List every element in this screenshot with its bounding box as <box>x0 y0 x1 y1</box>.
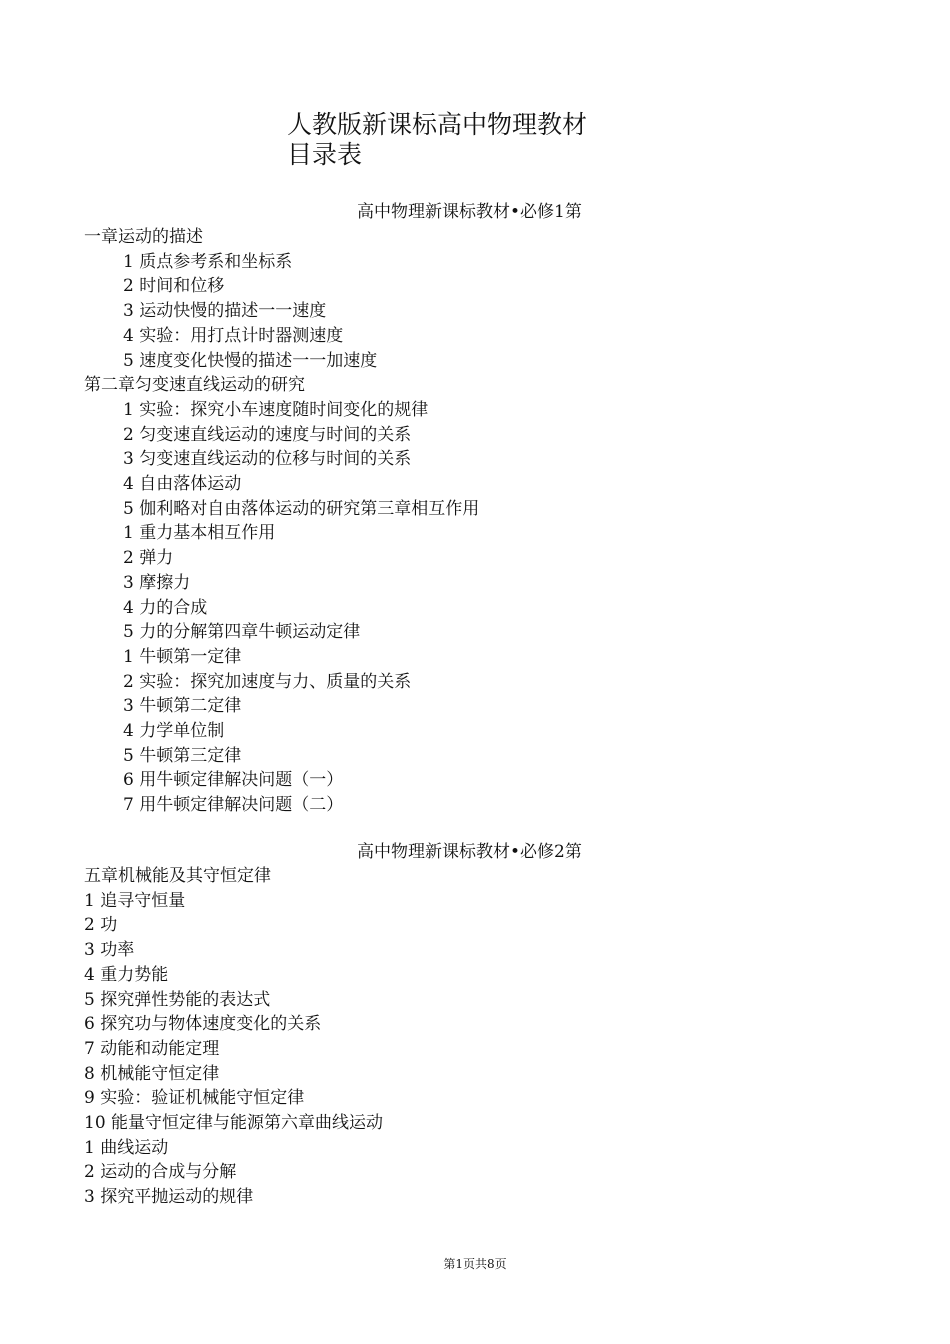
toc-entry: 2 功 <box>84 915 118 936</box>
toc-entry: 2 运动的合成与分解 <box>84 1162 237 1183</box>
toc-entry: 6 探究功与物体速度变化的关系 <box>84 1014 322 1035</box>
toc-entry: 五章机械能及其守恒定律 <box>84 866 271 886</box>
toc-entry: 4 重力势能 <box>84 964 169 985</box>
toc-entry: 7 动能和动能定理 <box>84 1038 220 1059</box>
toc-entry: 3 运动快慢的描述一一速度 <box>123 301 327 322</box>
toc-entry: 5 速度变化快慢的描述一一加速度 <box>123 350 378 371</box>
toc-entry: 1 追寻守恒量 <box>84 890 186 911</box>
toc-entry: 2 时间和位移 <box>123 276 225 297</box>
toc-entry: 5 探究弹性势能的表达式 <box>84 989 271 1010</box>
toc-entry: 4 自由落体运动 <box>123 474 242 495</box>
toc-entry: 3 探究平抛运动的规律 <box>84 1187 254 1208</box>
volume2-heading: 高中物理新课标教材•必修2第 <box>357 842 582 862</box>
toc-entry: 7 用牛顿定律解决问题（二） <box>123 795 344 816</box>
toc-entry: 10 能量守恒定律与能源第六章曲线运动 <box>84 1113 384 1134</box>
toc-entry: 3 摩擦力 <box>123 572 191 593</box>
toc-entry: 1 牛顿第一定律 <box>123 646 242 667</box>
document-title <box>287 110 587 170</box>
toc-entry: 5 伽利略对自由落体运动的研究第三章相互作用 <box>123 498 480 519</box>
toc-entry: 第二章匀变速直线运动的研究 <box>84 375 305 396</box>
toc-entry: 8 机械能守恒定律 <box>84 1063 220 1084</box>
toc-entry: 2 匀变速直线运动的速度与时间的关系 <box>123 424 412 445</box>
toc-entry: 5 牛顿第三定律 <box>123 745 242 766</box>
toc-entry: 4 力学单位制 <box>123 721 225 742</box>
toc-entry: 4 实验：用打点计时器测速度 <box>123 325 344 346</box>
toc-entry: 1 实验：探究小车速度随时间变化的规律 <box>123 399 429 420</box>
toc-entry: 9 实验：验证机械能守恒定律 <box>84 1088 305 1109</box>
toc-entry: 3 匀变速直线运动的位移与时间的关系 <box>123 449 412 470</box>
volume2-toc-list <box>84 864 383 1210</box>
toc-entry: 4 力的合成 <box>123 597 208 618</box>
volume1-toc-list <box>84 225 479 818</box>
page-footer: 第1页共8页 <box>443 1257 507 1271</box>
toc-entry: 1 质点参考系和坐标系 <box>123 251 293 272</box>
title-line-1: 人教版新课标高中物理教材 <box>287 110 588 139</box>
toc-entry: 3 功率 <box>84 940 135 961</box>
toc-entry: 3 牛顿第二定律 <box>123 696 242 717</box>
volume1-heading: 高中物理新课标教材•必修1第 <box>357 202 582 222</box>
toc-entry: 2 实验：探究加速度与力、质量的关系 <box>123 671 412 692</box>
toc-entry: 6 用牛顿定律解决问题（一） <box>123 770 344 791</box>
toc-entry: 1 重力基本相互作用 <box>123 523 276 544</box>
toc-entry: 一章运动的描述 <box>84 227 203 247</box>
toc-entry: 1 曲线运动 <box>84 1137 169 1158</box>
toc-entry: 5 力的分解第四章牛顿运动定律 <box>123 622 361 643</box>
title-line-2: 目录表 <box>287 140 363 169</box>
toc-entry: 2 弹力 <box>123 548 174 569</box>
